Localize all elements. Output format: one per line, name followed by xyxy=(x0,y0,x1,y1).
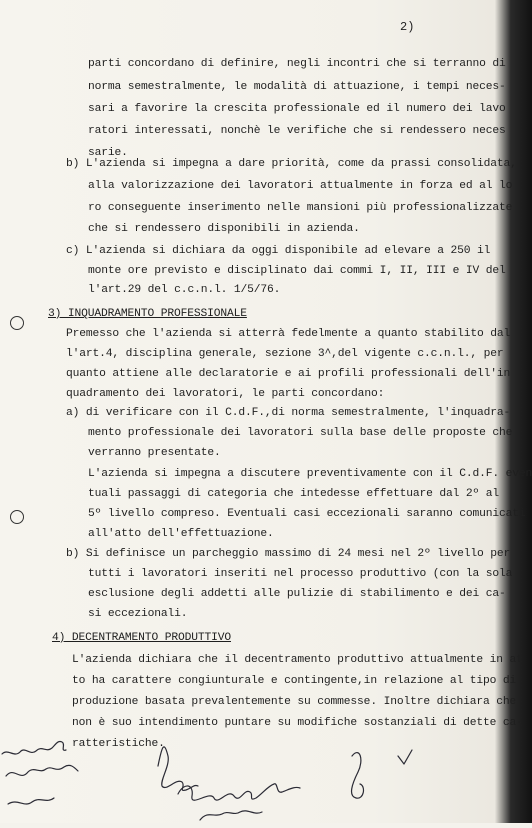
text-line: sari a favorire la crescita professionale ed il numero dei lavo xyxy=(88,103,506,115)
text-line: quanto attiene alle declaratorie e ai profili professionali dell'in xyxy=(66,368,511,380)
text-line: verranno presentate. xyxy=(88,447,221,459)
text-line: Premesso che l'azienda si atterrà fedelmente a quanto stabilito dal xyxy=(66,328,511,340)
text-line: che si rendessero disponibili in azienda. xyxy=(88,223,360,235)
text-line: c) L'azienda si dichiara da oggi disponibile ad elevare a 250 il xyxy=(66,245,491,257)
text-line: a) di verificare con il C.d.F.,di norma semestralmente, l'inquadra- xyxy=(66,407,511,419)
text-line: all'atto dell'effettuazione. xyxy=(88,528,274,540)
text-line: l'art.29 del c.c.n.l. 1/5/76. xyxy=(88,284,281,296)
text-line: mento professionale dei lavoratori sulla base delle proposte che xyxy=(88,427,513,439)
text-line: parti concordano di definire, negli incontri che si terranno di xyxy=(88,58,506,70)
text-line: esclusione degli addetti alle pulizie di stabilimento e dei ca- xyxy=(88,588,506,600)
text-line: L'azienda si impegna a discutere preventivamente con il C.d.F. even xyxy=(88,468,532,480)
text-line: tuali passaggi di categoria che intedesse effettuare dal 2º al xyxy=(88,488,500,500)
text-line: b) L'azienda si impegna a dare priorità, come da prassi consolidata, xyxy=(66,158,517,170)
text-line: monte ore previsto e disciplinato dai commi I, II, III e IV del xyxy=(88,265,506,277)
text-line: ro conseguente inserimento nelle mansioni più professionalizzate xyxy=(88,202,513,214)
punch-hole-top xyxy=(10,316,24,330)
handwritten-signatures xyxy=(0,728,532,828)
punch-hole-bottom xyxy=(10,510,24,524)
text-line: produzione basata prevalentemente su commesse. Inoltre dichiara che xyxy=(72,696,517,708)
page-number: 2) xyxy=(400,20,415,34)
text-line: non è suo intendimento puntare su modifiche sostanziali di dette ca- xyxy=(72,717,523,729)
text-line: quadramento dei lavoratori, le parti concordano: xyxy=(66,388,385,400)
text-line: 5º livello compreso. Eventuali casi eccezionali saranno comunicati xyxy=(88,508,526,520)
text-line: sarie. xyxy=(88,147,128,159)
text-line: norma semestralmente, le modalità di attuazione, i tempi neces- xyxy=(88,81,506,93)
text-line: ratteristiche. xyxy=(72,738,165,750)
section-heading-inquadramento: 3) INQUADRAMENTO PROFESSIONALE xyxy=(48,308,247,320)
text-line: tutti i lavoratori inseriti nel processo produttivo (con la sola xyxy=(88,568,513,580)
text-line: ratori interessati, nonchè le verifiche che si rendessero neces xyxy=(88,125,506,137)
text-line: l'art.4, disciplina generale, sezione 3^,del vigente c.c.n.l., per xyxy=(66,348,504,360)
text-line: alla valorizzazione dei lavoratori attualmente in forza ed al lo xyxy=(88,180,513,192)
section-heading-decentramento: 4) DECENTRAMENTO PRODUTTIVO xyxy=(52,632,231,644)
text-line: L'azienda dichiara che il decentramento produttivo attualmente in at xyxy=(72,654,523,666)
text-line: b) Si definisce un parcheggio massimo di 24 mesi nel 2º livello per xyxy=(66,548,511,560)
text-line: to ha carattere congiunturale e contingente,in relazione al tipo di xyxy=(72,675,517,687)
text-line: si eccezionali. xyxy=(88,608,188,620)
